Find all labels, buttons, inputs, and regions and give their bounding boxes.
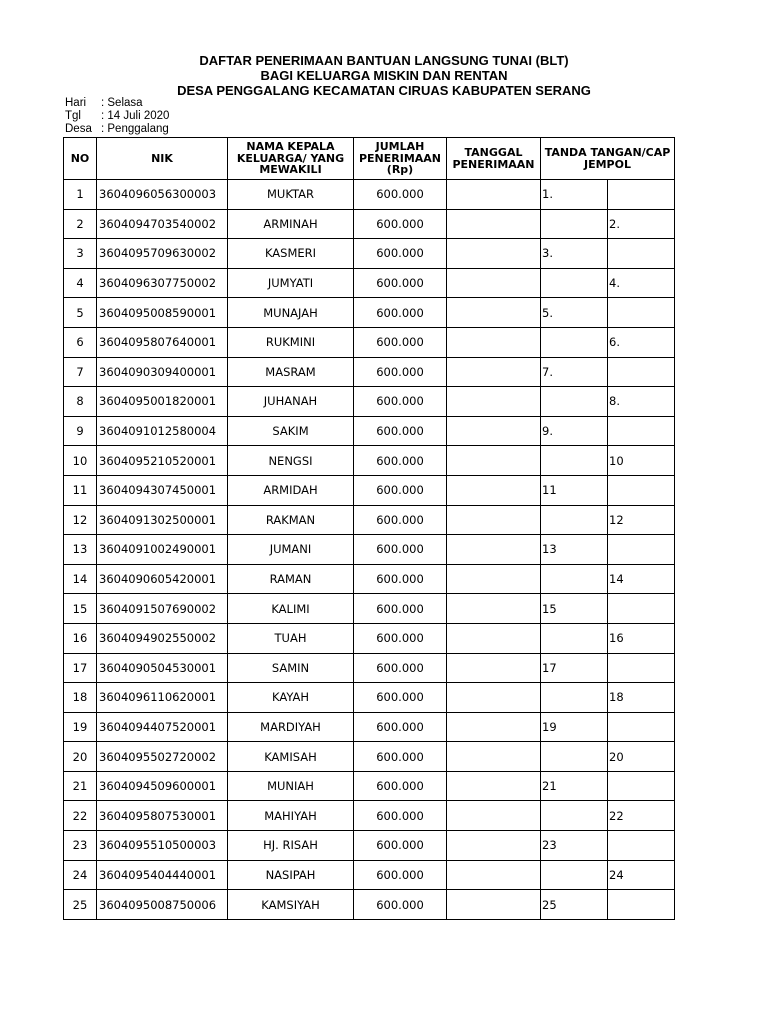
table-row xyxy=(64,771,675,801)
cell-signature-right xyxy=(608,890,675,920)
cell-signature-left: 23 xyxy=(541,831,608,861)
cell-jumlah: 600.000 xyxy=(354,446,447,476)
cell-tanggal xyxy=(447,564,541,594)
meta-hari-value: : Selasa xyxy=(101,97,143,109)
cell-signature-left xyxy=(541,327,608,357)
table-row xyxy=(64,357,675,387)
cell-no: 12 xyxy=(64,505,97,535)
cell-nik: 3604091302500001 xyxy=(97,505,228,535)
meta-tgl xyxy=(65,110,169,123)
meta-desa-value: : Penggalang xyxy=(101,123,169,135)
cell-tanggal xyxy=(447,327,541,357)
cell-nama: TUAH xyxy=(228,623,354,653)
cell-no: 24 xyxy=(64,860,97,890)
cell-nama: KAYAH xyxy=(228,683,354,713)
cell-signature-left: 11 xyxy=(541,475,608,505)
meta-desa xyxy=(65,123,169,136)
cell-signature-left: 19 xyxy=(541,712,608,742)
cell-nama: JUMANI xyxy=(228,535,354,565)
cell-jumlah: 600.000 xyxy=(354,801,447,831)
cell-nik: 3604094407520001 xyxy=(97,712,228,742)
cell-nik: 3604096307750002 xyxy=(97,268,228,298)
cell-signature-left xyxy=(541,387,608,417)
cell-signature-right xyxy=(608,475,675,505)
cell-tanggal xyxy=(447,180,541,210)
cell-nama: HJ. RISAH xyxy=(228,831,354,861)
table-row xyxy=(64,742,675,772)
cell-nama: MUKTAR xyxy=(228,180,354,210)
cell-no: 21 xyxy=(64,771,97,801)
cell-signature-left xyxy=(541,623,608,653)
cell-jumlah: 600.000 xyxy=(354,505,447,535)
cell-signature-left: 13 xyxy=(541,535,608,565)
table-row xyxy=(64,860,675,890)
cell-signature-right: 20 xyxy=(608,742,675,772)
meta-tgl-value: : 14 Juli 2020 xyxy=(101,110,170,122)
meta-tgl-label: Tgl xyxy=(65,110,81,122)
cell-jumlah: 600.000 xyxy=(354,239,447,269)
cell-signature-right: 4. xyxy=(608,268,675,298)
cell-nik: 3604095404440001 xyxy=(97,860,228,890)
cell-nik: 3604090309400001 xyxy=(97,357,228,387)
cell-nik: 3604090504530001 xyxy=(97,653,228,683)
cell-signature-right: 18 xyxy=(608,683,675,713)
col-header-nik: NIK xyxy=(97,138,228,180)
cell-tanggal xyxy=(447,446,541,476)
table-row xyxy=(64,327,675,357)
cell-tanggal xyxy=(447,771,541,801)
col-header-tanda-tangan: TANDA TANGAN/CAP JEMPOL xyxy=(541,138,675,180)
col-header-no: NO xyxy=(64,138,97,180)
cell-tanggal xyxy=(447,860,541,890)
cell-no: 7 xyxy=(64,357,97,387)
cell-no: 10 xyxy=(64,446,97,476)
cell-nama: KAMSIYAH xyxy=(228,890,354,920)
cell-nama: RAKMAN xyxy=(228,505,354,535)
cell-tanggal xyxy=(447,298,541,328)
cell-no: 18 xyxy=(64,683,97,713)
cell-no: 23 xyxy=(64,831,97,861)
cell-no: 9 xyxy=(64,416,97,446)
cell-no: 14 xyxy=(64,564,97,594)
table-header-row xyxy=(64,138,675,180)
cell-signature-left xyxy=(541,268,608,298)
cell-jumlah: 600.000 xyxy=(354,594,447,624)
cell-tanggal xyxy=(447,712,541,742)
cell-tanggal xyxy=(447,594,541,624)
cell-nik: 3604091002490001 xyxy=(97,535,228,565)
cell-jumlah: 600.000 xyxy=(354,623,447,653)
cell-jumlah: 600.000 xyxy=(354,535,447,565)
cell-signature-right xyxy=(608,771,675,801)
cell-tanggal xyxy=(447,416,541,446)
cell-signature-left xyxy=(541,683,608,713)
cell-signature-left: 15 xyxy=(541,594,608,624)
cell-jumlah: 600.000 xyxy=(354,712,447,742)
cell-signature-right xyxy=(608,535,675,565)
cell-jumlah: 600.000 xyxy=(354,327,447,357)
cell-nik: 3604095001820001 xyxy=(97,387,228,417)
cell-jumlah: 600.000 xyxy=(354,831,447,861)
cell-jumlah: 600.000 xyxy=(354,416,447,446)
cell-nik: 3604091012580004 xyxy=(97,416,228,446)
cell-no: 8 xyxy=(64,387,97,417)
cell-signature-right: 6. xyxy=(608,327,675,357)
cell-signature-right xyxy=(608,416,675,446)
cell-jumlah: 600.000 xyxy=(354,683,447,713)
cell-signature-left xyxy=(541,505,608,535)
cell-nama: SAMIN xyxy=(228,653,354,683)
cell-nama: RUKMINI xyxy=(228,327,354,357)
cell-nama: JUMYATI xyxy=(228,268,354,298)
cell-signature-right xyxy=(608,653,675,683)
table-row xyxy=(64,505,675,535)
table-row xyxy=(64,535,675,565)
cell-jumlah: 600.000 xyxy=(354,771,447,801)
cell-signature-left: 1. xyxy=(541,180,608,210)
cell-jumlah: 600.000 xyxy=(354,475,447,505)
cell-nama: MAHIYAH xyxy=(228,801,354,831)
table-row xyxy=(64,416,675,446)
cell-no: 11 xyxy=(64,475,97,505)
cell-signature-left: 9. xyxy=(541,416,608,446)
table-row xyxy=(64,446,675,476)
cell-jumlah: 600.000 xyxy=(354,298,447,328)
cell-nama: NASIPAH xyxy=(228,860,354,890)
table-row xyxy=(64,298,675,328)
cell-signature-right xyxy=(608,180,675,210)
cell-no: 20 xyxy=(64,742,97,772)
table-row xyxy=(64,683,675,713)
cell-tanggal xyxy=(447,535,541,565)
cell-nama: MASRAM xyxy=(228,357,354,387)
cell-nik: 3604096110620001 xyxy=(97,683,228,713)
cell-nik: 3604095008590001 xyxy=(97,298,228,328)
cell-signature-left: 21 xyxy=(541,771,608,801)
cell-signature-right: 8. xyxy=(608,387,675,417)
cell-jumlah: 600.000 xyxy=(354,268,447,298)
cell-signature-left xyxy=(541,564,608,594)
cell-nama: MUNIAH xyxy=(228,771,354,801)
cell-nik: 3604095008750006 xyxy=(97,890,228,920)
cell-tanggal xyxy=(447,505,541,535)
cell-nik: 3604095510500003 xyxy=(97,831,228,861)
cell-signature-right xyxy=(608,239,675,269)
table-row xyxy=(64,268,675,298)
meta-desa-label: Desa xyxy=(65,123,92,135)
table-row xyxy=(64,594,675,624)
cell-nik: 3604094703540002 xyxy=(97,209,228,239)
cell-no: 22 xyxy=(64,801,97,831)
cell-tanggal xyxy=(447,623,541,653)
col-header-nama: NAMA KEPALA KELUARGA/ YANG MEWAKILI xyxy=(228,138,354,180)
cell-nik: 3604096056300003 xyxy=(97,180,228,210)
cell-nama: MUNAJAH xyxy=(228,298,354,328)
table-row xyxy=(64,475,675,505)
cell-nik: 3604095502720002 xyxy=(97,742,228,772)
cell-nama: KASMERI xyxy=(228,239,354,269)
cell-nama: ARMIDAH xyxy=(228,475,354,505)
cell-nik: 3604095210520001 xyxy=(97,446,228,476)
title-line-1: DAFTAR PENERIMAAN BANTUAN LANGSUNG TUNAI (BLT) xyxy=(199,53,569,68)
cell-signature-left: 25 xyxy=(541,890,608,920)
cell-signature-right xyxy=(608,357,675,387)
cell-tanggal xyxy=(447,209,541,239)
cell-tanggal xyxy=(447,742,541,772)
cell-no: 4 xyxy=(64,268,97,298)
cell-signature-right xyxy=(608,298,675,328)
cell-signature-right: 16 xyxy=(608,623,675,653)
cell-tanggal xyxy=(447,268,541,298)
cell-nama: MARDIYAH xyxy=(228,712,354,742)
cell-nik: 3604094509600001 xyxy=(97,771,228,801)
table-row xyxy=(64,890,675,920)
cell-signature-right: 24 xyxy=(608,860,675,890)
cell-signature-right: 14 xyxy=(608,564,675,594)
meta-hari-label: Hari xyxy=(65,97,87,109)
cell-nama: ARMINAH xyxy=(228,209,354,239)
cell-nama: RAMAN xyxy=(228,564,354,594)
table-row xyxy=(64,239,675,269)
cell-jumlah: 600.000 xyxy=(354,357,447,387)
cell-tanggal xyxy=(447,387,541,417)
cell-nik: 3604094307450001 xyxy=(97,475,228,505)
cell-nama: KALIMI xyxy=(228,594,354,624)
cell-signature-left xyxy=(541,209,608,239)
cell-signature-left: 7. xyxy=(541,357,608,387)
cell-signature-left: 3. xyxy=(541,239,608,269)
cell-jumlah: 600.000 xyxy=(354,742,447,772)
table-row xyxy=(64,831,675,861)
cell-nik: 3604094902550002 xyxy=(97,623,228,653)
cell-nama: KAMISAH xyxy=(228,742,354,772)
cell-signature-left xyxy=(541,860,608,890)
table-row xyxy=(64,564,675,594)
cell-nik: 3604095709630002 xyxy=(97,239,228,269)
table-row xyxy=(64,623,675,653)
cell-tanggal xyxy=(447,357,541,387)
cell-signature-right: 12 xyxy=(608,505,675,535)
table-row xyxy=(64,180,675,210)
cell-signature-left xyxy=(541,446,608,476)
title-line-3: DESA PENGGALANG KECAMATAN CIRUAS KABUPATEN SERANG xyxy=(177,83,591,98)
col-header-tanggal: TANGGAL PENERIMAAN xyxy=(447,138,541,180)
meta-hari xyxy=(65,97,143,110)
cell-signature-left xyxy=(541,742,608,772)
cell-tanggal xyxy=(447,239,541,269)
cell-jumlah: 600.000 xyxy=(354,209,447,239)
cell-tanggal xyxy=(447,890,541,920)
cell-jumlah: 600.000 xyxy=(354,653,447,683)
recipient-table xyxy=(63,137,675,920)
cell-no: 13 xyxy=(64,535,97,565)
cell-jumlah: 600.000 xyxy=(354,180,447,210)
cell-signature-left: 17 xyxy=(541,653,608,683)
cell-tanggal xyxy=(447,831,541,861)
cell-no: 2 xyxy=(64,209,97,239)
cell-no: 17 xyxy=(64,653,97,683)
cell-no: 15 xyxy=(64,594,97,624)
cell-tanggal xyxy=(447,801,541,831)
cell-signature-right xyxy=(608,594,675,624)
cell-signature-right: 10 xyxy=(608,446,675,476)
cell-no: 16 xyxy=(64,623,97,653)
cell-no: 19 xyxy=(64,712,97,742)
cell-tanggal xyxy=(447,475,541,505)
title-line-2: BAGI KELUARGA MISKIN DAN RENTAN xyxy=(260,68,508,83)
cell-jumlah: 600.000 xyxy=(354,387,447,417)
cell-signature-right xyxy=(608,831,675,861)
cell-nama: SAKIM xyxy=(228,416,354,446)
cell-nik: 3604090605420001 xyxy=(97,564,228,594)
cell-no: 25 xyxy=(64,890,97,920)
cell-jumlah: 600.000 xyxy=(354,890,447,920)
cell-no: 3 xyxy=(64,239,97,269)
cell-nama: JUHANAH xyxy=(228,387,354,417)
table-row xyxy=(64,653,675,683)
cell-signature-left xyxy=(541,801,608,831)
table-row xyxy=(64,209,675,239)
table-row xyxy=(64,801,675,831)
cell-no: 6 xyxy=(64,327,97,357)
cell-tanggal xyxy=(447,683,541,713)
cell-signature-right: 2. xyxy=(608,209,675,239)
cell-signature-left: 5. xyxy=(541,298,608,328)
cell-nama: NENGSI xyxy=(228,446,354,476)
cell-nik: 3604095807530001 xyxy=(97,801,228,831)
cell-tanggal xyxy=(447,653,541,683)
cell-signature-right xyxy=(608,712,675,742)
cell-no: 5 xyxy=(64,298,97,328)
table-row xyxy=(64,387,675,417)
cell-no: 1 xyxy=(64,180,97,210)
cell-jumlah: 600.000 xyxy=(354,860,447,890)
cell-nik: 3604091507690002 xyxy=(97,594,228,624)
col-header-jumlah: JUMLAH PENERIMAAN (Rp) xyxy=(354,138,447,180)
cell-nik: 3604095807640001 xyxy=(97,327,228,357)
cell-signature-right: 22 xyxy=(608,801,675,831)
cell-jumlah: 600.000 xyxy=(354,564,447,594)
table-row xyxy=(64,712,675,742)
